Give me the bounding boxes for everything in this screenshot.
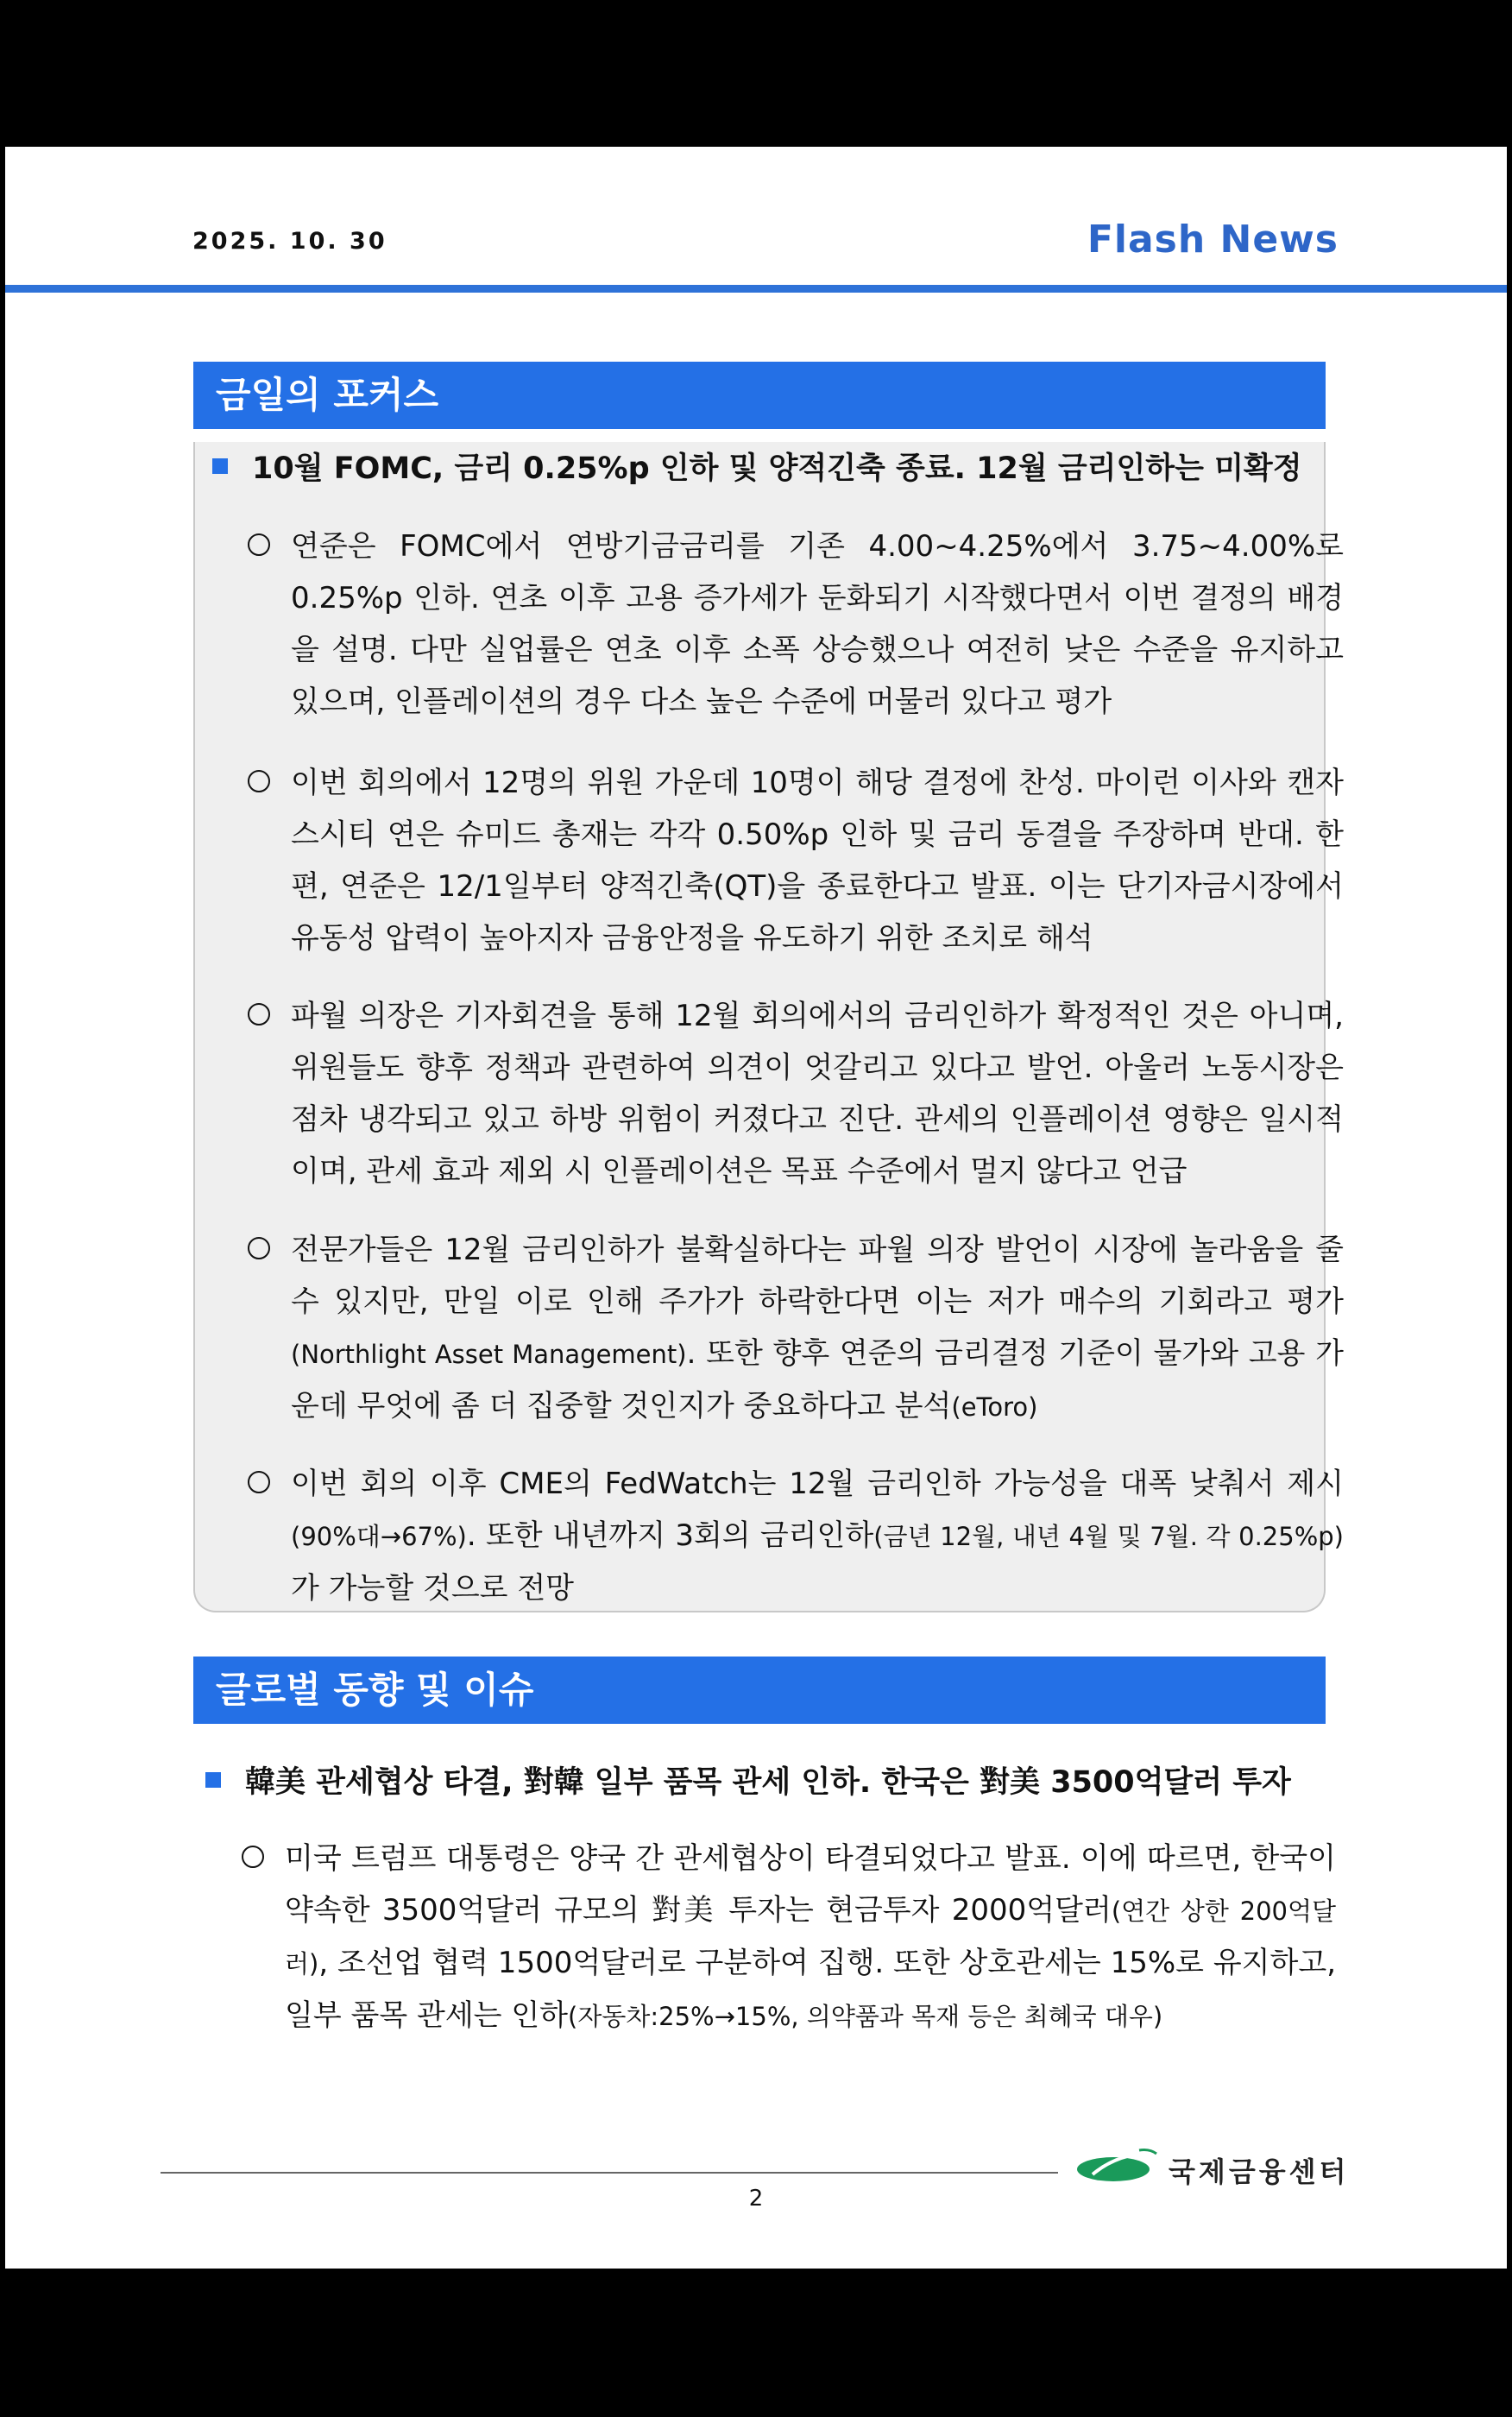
bullet-text: 이번 회의에서 12명의 위원 가운데 10명이 해당 결정에 찬성. 마이런 이사와 캔자스시티 연은 슈미드 총재는 각각 0.50%p 인하 및 금리 동결을 주장하며 반대. 한편, 연준은 12/1일부터 양적긴축(QT)을 종료한다고 발표. 이는 단기자금시장에서 유동성 압력이 높아지자 금융안정을 유도하기 위한 조치로 해석 [291,766,1344,956]
report-brand: Flash News [1087,218,1339,262]
circle-bullet-icon [248,1471,270,1493]
circle-bullet-icon [248,533,270,556]
global-headline [205,1758,1291,1802]
circle-bullet-icon [248,770,270,792]
focus-bullet-5 [291,1458,1344,1614]
global-bullet-1 [285,1833,1336,2042]
bullet-text: 가 가능할 것으로 전망 [291,1571,575,1606]
focus-headline-text: 10월 FOMC, 금리 0.25%p 인하 및 양적긴축 종료. 12월 금리인하는 미확정 [252,451,1302,486]
focus-headline [212,445,1302,488]
focus-bullet-4 [291,1224,1344,1433]
bullet-text: 연준은 FOMC에서 연방기금금리를 기존 4.00~4.25%에서 3.75~4.00%로 0.25%p 인하. 연초 이후 고용 증가세가 둔화되기 시작했다면서 이번 결정의 배경을 설명. 다만 실업률은 연초 이후 소폭 상승했으나 여전히 낮은 수준을 유지하고 있으며, 인플레이션의 경우 다소 높은 수준에 머물러 있다고 평가 [291,529,1344,719]
org-name: 국제금융센터 [1169,2155,1350,2188]
header-rule [5,285,1507,293]
section-title-global: 글로벌 동향 및 이슈 [193,1657,1326,1724]
global-headline-text: 韓美 관세협상 타결, 對韓 일부 품목 관세 인하. 한국은 對美 3500억달러 투자 [245,1765,1291,1800]
bullet-note: (90%대→67%) [291,1522,467,1551]
bullet-text: 이번 회의 이후 CME의 FedWatch는 12월 금리인하 가능성을 대폭 낮춰서 제시 [291,1467,1344,1501]
section-title-focus: 금일의 포커스 [193,362,1326,429]
bullet-text: . 또한 내년까지 3회의 금리인하 [466,1518,874,1553]
bullet-text: 미국 트럼프 대통령은 양국 간 관세협상이 타결되었다고 발표. 이에 따르면, 한국이 약속한 3500억달러 규모의 對美 투자는 현금투자 2000억달러 [285,1841,1336,1928]
square-bullet-icon [212,458,228,474]
document-page [5,147,1507,2269]
bullet-source: (eToro) [951,1392,1038,1422]
org-logo-icon [1075,2149,1158,2183]
circle-bullet-icon [248,1237,270,1259]
footer-rule [161,2172,1058,2174]
bullet-source: (Northlight Asset Management) [291,1340,687,1369]
bullet-text: . 또한 향후 연준의 금리결정 기준이 물가와 고용 가운데 무엇에 좀 더 집중할 것인지가 중요하다고 분석 [291,1336,1344,1423]
bullet-note: (자동차:25%→15%, 의약품과 목재 등은 최혜국 대우) [568,2002,1163,2031]
circle-bullet-icon [248,1003,270,1025]
bullet-note: (금년 12월, 내년 4월 및 7월. 각 0.25%p) [873,1522,1344,1551]
bullet-text: 전문가들은 12월 금리인하가 불확실하다는 파월 의장 발언이 시장에 놀라움을 줄 수 있지만, 만일 이로 인해 주가가 하락한다면 이는 저가 매수의 기회라고 평가 [291,1233,1344,1319]
circle-bullet-icon [242,1846,264,1868]
page-number: 2 [748,2186,764,2212]
square-bullet-icon [205,1772,221,1788]
focus-bullet-2 [291,757,1344,964]
focus-bullet-3 [291,990,1344,1197]
bullet-text: 파월 의장은 기자회견을 통해 12월 회의에서의 금리인하가 확정적인 것은 아니며, 위원들도 향후 정책과 관련하여 의견이 엇갈리고 있다고 발언. 아울러 노동시장은 점차 냉각되고 있고 하방 위험이 커졌다고 진단. 관세의 인플레이션 영향은 일시적이며, 관세 효과 제외 시 인플레이션은 목표 수준에서 멀지 않다고 언급 [291,999,1344,1189]
report-date: 2025. 10. 30 [192,228,387,255]
bullet-note: (연간 상한 200억달러) [285,1896,1337,1978]
focus-bullet-1 [291,521,1344,728]
bullet-text: , 조선업 협력 1500억달러로 구분하여 집행. 또한 상호관세는 15%로 유지하고, 일부 품목 관세는 인하 [285,1946,1336,2033]
